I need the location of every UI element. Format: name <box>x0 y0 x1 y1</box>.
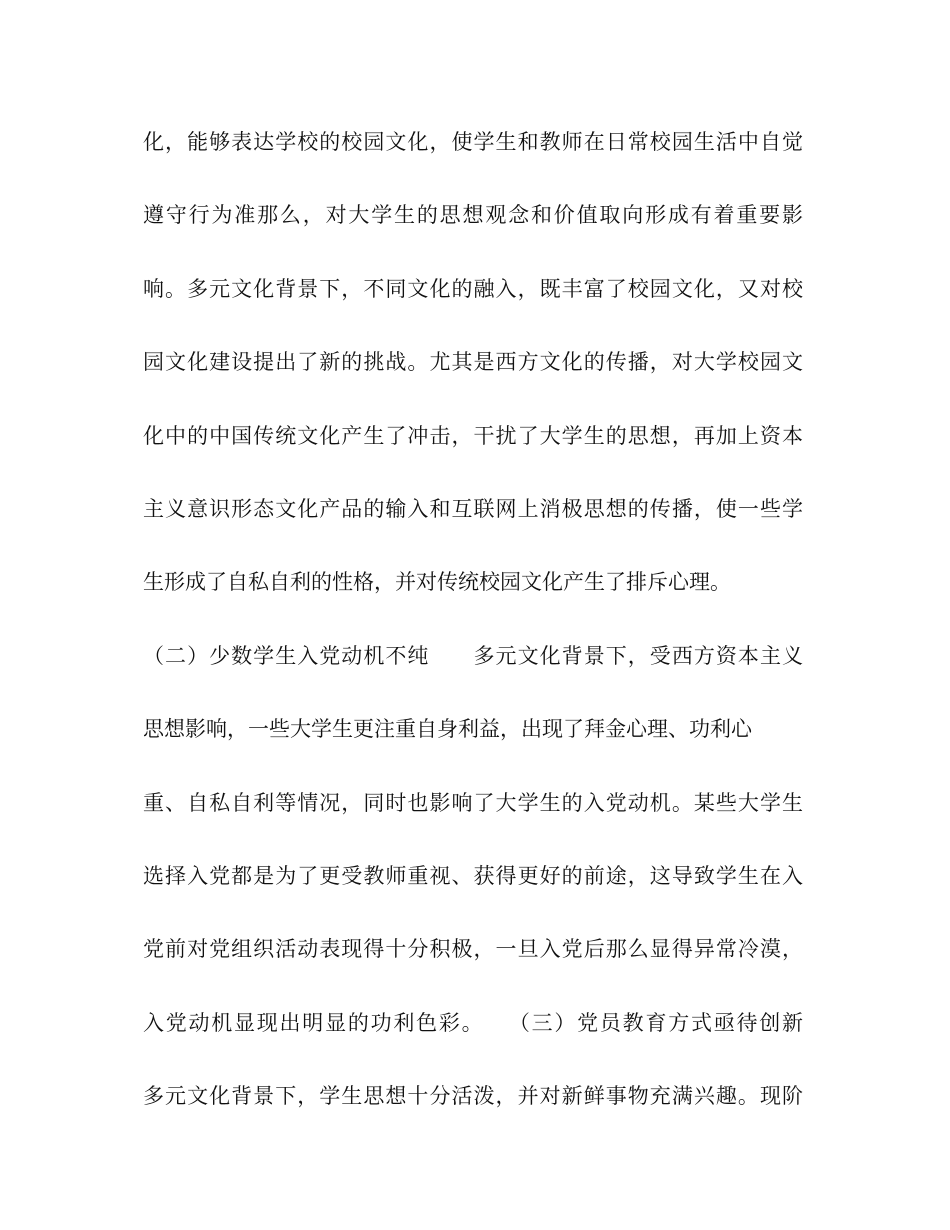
body-text <box>143 118 803 1145</box>
text-line: 入党动机显现出明显的功利色彩。 （三）党员教育方式亟待创新 <box>143 1010 803 1035</box>
text-line: 思想影响，一些大学生更注重自身利益，出现了拜金心理、功利心 <box>143 717 752 742</box>
text-line: 遵守行为准那么，对大学生的思想观念和价值取向形成有着重要影 <box>143 203 803 228</box>
text-line: （二）少数学生入党动机不纯 多元文化背景下，受西方资本主义 <box>143 643 803 668</box>
text-line: 重、自私自利等情况，同时也影响了大学生的入党动机。某些大学生 <box>143 790 803 815</box>
text-line: 化中的中国传统文化产生了冲击，干扰了大学生的思想，再加上资本 <box>143 423 803 448</box>
text-line: 选择入党都是为了更受教师重视、获得更好的前途，这导致学生在入 <box>143 863 803 888</box>
text-line: 化，能够表达学校的校园文化，使学生和教师在日常校园生活中自觉 <box>143 130 803 154</box>
text-line: 主义意识形态文化产品的输入和互联网上消极思想的传播，使一些学 <box>143 496 803 521</box>
text-line: 党前对党组织活动表现得十分积极，一旦入党后那么显得异常冷漠， <box>143 937 803 962</box>
text-line: 生形成了自私自利的性格，并对传统校园文化产生了排斥心理。 <box>143 570 731 595</box>
text-line: 多元文化背景下，学生思想十分活泼，并对新鲜事物充满兴趣。现阶 <box>143 1084 803 1109</box>
text-line: 园文化建设提出了新的挑战。尤其是西方文化的传播，对大学校园文 <box>143 350 803 375</box>
text-line: 响。多元文化背景下，不同文化的融入，既丰富了校园文化，又对校 <box>143 276 803 301</box>
